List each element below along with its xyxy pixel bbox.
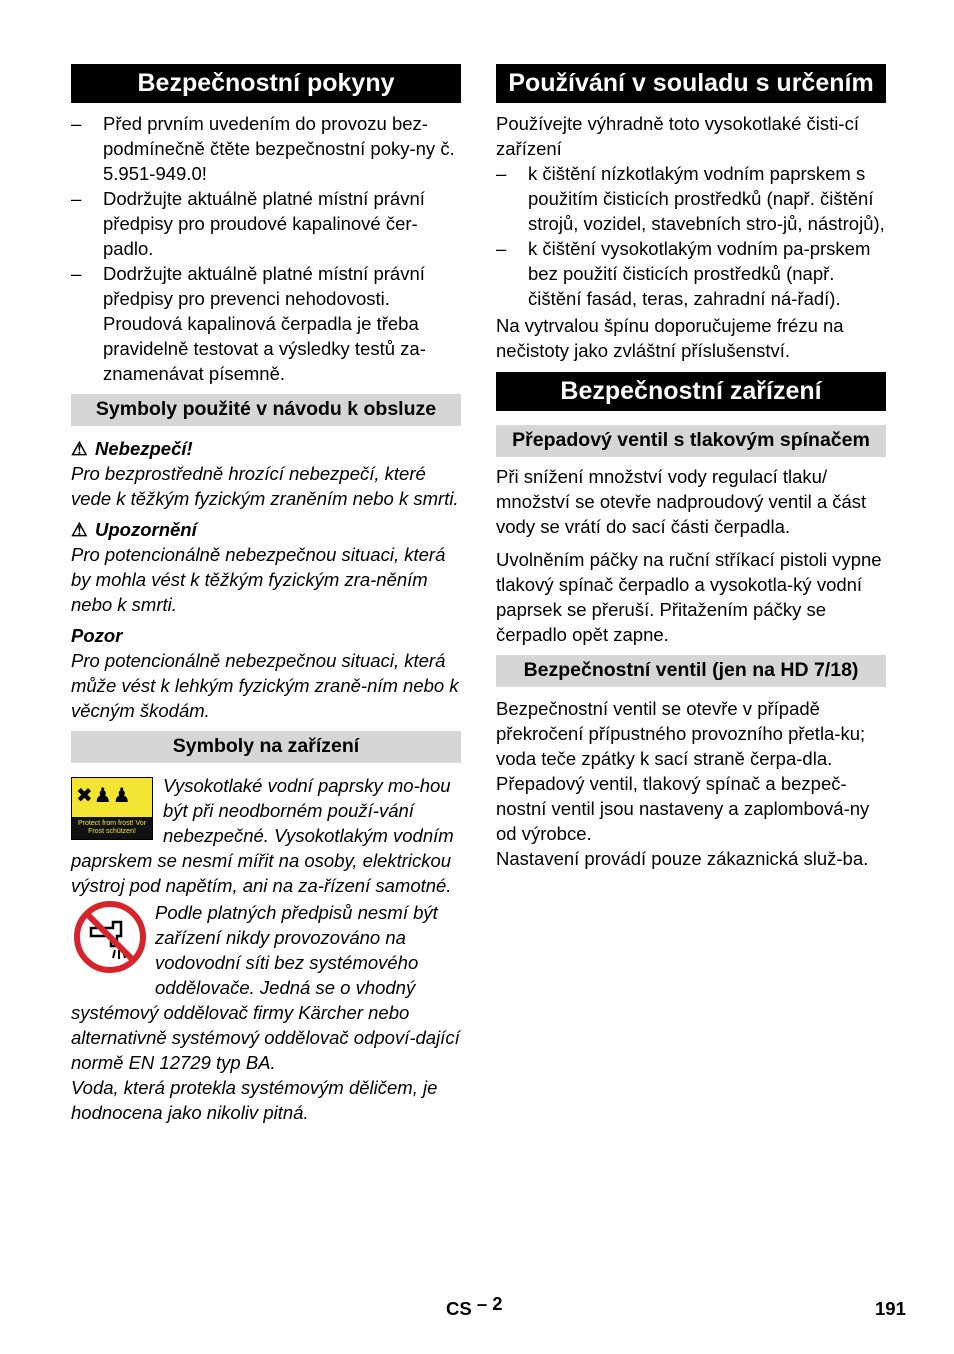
list-item: – k čištění nízkotlakým vodním paprskem s použitím čisticích prostředků (např. čištění strojů, vozidel, stavebních stro-jů, nástrojů), bbox=[496, 161, 886, 236]
left-column bbox=[71, 64, 461, 1125]
no-tap-connection-icon bbox=[73, 900, 147, 974]
safety-list bbox=[71, 111, 461, 386]
footer-section bbox=[446, 1293, 503, 1320]
valve-text-3: Nastavení provádí pouze zákaznická služ-ba. bbox=[496, 848, 869, 869]
valve-text-1: Bezpečnostní ventil se otevře v případě překročení přípustného provozního přetla-ku; voda teče zpátky k sací straně čerpa-dla. bbox=[496, 698, 866, 769]
warning-triangle-icon: ⚠ bbox=[71, 438, 88, 459]
danger-label: Nebezpečí! bbox=[95, 438, 193, 459]
use-list bbox=[496, 161, 886, 311]
warning-triangle-icon: ⚠ bbox=[71, 519, 88, 540]
caution-label: Pozor bbox=[71, 625, 123, 646]
heading-safety-devices: Bezpečnostní zařízení bbox=[496, 372, 886, 411]
frost-warning-band: Protect from frost! Vor Frost schützen! bbox=[72, 817, 152, 839]
heading-intended-use: Používání v souladu s určením bbox=[496, 64, 886, 103]
spray-person-symbol: ✖♟♟ bbox=[76, 785, 132, 807]
warning-text: Pro potencionálně nebezpečnou situaci, která by mohla vést k těžkým fyzickým zra-něním nebo k smrti. bbox=[71, 544, 446, 615]
heading-safety-instructions: Bezpečnostní pokyny bbox=[71, 64, 461, 103]
caution-text: Pro potencionálně nebezpečnou situaci, která může vést k lehkým fyzickým zraně-ním nebo k věcným škodám. bbox=[71, 650, 459, 721]
device-symbol-block-2 bbox=[71, 900, 461, 1125]
list-item: – Dodržujte aktuálně platné místní právní předpisy pro proudové kapalinové čer-padlo. bbox=[71, 186, 461, 261]
list-item: – Před prvním uvedením do provozu bez-podmínečně čtěte bezpečnostní poky-ny č. 5.951-949.0! bbox=[71, 111, 461, 186]
heading-symbols-manual: Symboly použité v návodu k obsluze bbox=[71, 394, 461, 426]
footer-section-page: – 2 bbox=[476, 1293, 503, 1314]
list-item: – k čištění vysokotlakým vodním pa-prskem bez použití čisticích prostředků (např. čištění fasád, teras, zahradní ná-řadí). bbox=[496, 236, 886, 311]
device-text-high-pressure: Vysokotlaké vodní paprsky mo-hou být při neodborném použí-vání nebezpečné. Vysokotlakým vodním paprskem se nesmí mířit na osoby, elektrickou výstroj pod napětím, ani na za-řízení samotné. bbox=[71, 775, 454, 896]
danger-heading bbox=[71, 436, 461, 461]
use-intro: Používejte výhradně toto vysokotlaké čisti-cí zařízení bbox=[496, 113, 859, 159]
overflow-text-1: Při snížení množství vody regulací tlaku/ množství se otevře nadproudový ventil a část vody se vrátí do sací části čerpadla. bbox=[496, 466, 867, 537]
warning-heading bbox=[71, 517, 461, 542]
device-text-non-potable: Voda, která protekla systémovým děličem, je hodnocena jako nikoliv pitná. bbox=[71, 1077, 438, 1123]
high-pressure-warning-sign-icon bbox=[71, 777, 153, 840]
list-item: – Dodržujte aktuálně platné místní právní předpisy pro prevenci nehodovosti. Proudová kapalinová čerpadla je třeba pravidelně testovat a výsledky testů za-znamenávat písemně. bbox=[71, 261, 461, 386]
device-text-water-network: Podle platných předpisů nesmí být zařízení nikdy provozováno na vodovodní síti bez systémového oddělovače. Jedná se o vhodný systémový oddělovač firmy Kärcher nebo alternativně systémový oddělovač odpoví-dající normě EN 12729 typ BA. bbox=[71, 902, 460, 1073]
heading-symbols-device: Symboly na zařízení bbox=[71, 731, 461, 763]
device-symbol-block-1 bbox=[71, 773, 461, 898]
footer-language: CS bbox=[446, 1298, 472, 1319]
danger-text: Pro bezprostředně hrozící nebezpečí, které vede k těžkým fyzickým zraněním nebo k smrti. bbox=[71, 463, 459, 509]
valve-text-2: Přepadový ventil, tlakový spínač a bezpeč-nostní ventil jsou nastaveny a zaplombová-ny od výrobce. bbox=[496, 773, 870, 844]
heading-overflow-valve: Přepadový ventil s tlakovým spínačem bbox=[496, 425, 886, 457]
heading-safety-valve: Bezpečnostní ventil (jen na HD 7/18) bbox=[496, 655, 886, 687]
right-column bbox=[496, 64, 886, 871]
overflow-text-2: Uvolněním páčky na ruční stříkací pistoli vypne tlakový spínač čerpadlo a vysokotla-ký vodní paprsek se přeruší. Přitažením páčky se čerpadlo opět zapne. bbox=[496, 549, 882, 645]
page-number: 191 bbox=[875, 1298, 906, 1319]
warning-label: Upozornění bbox=[95, 519, 197, 540]
use-note: Na vytrvalou špínu doporučujeme frézu na nečistoty jako zvláštní příslušenství. bbox=[496, 315, 844, 361]
